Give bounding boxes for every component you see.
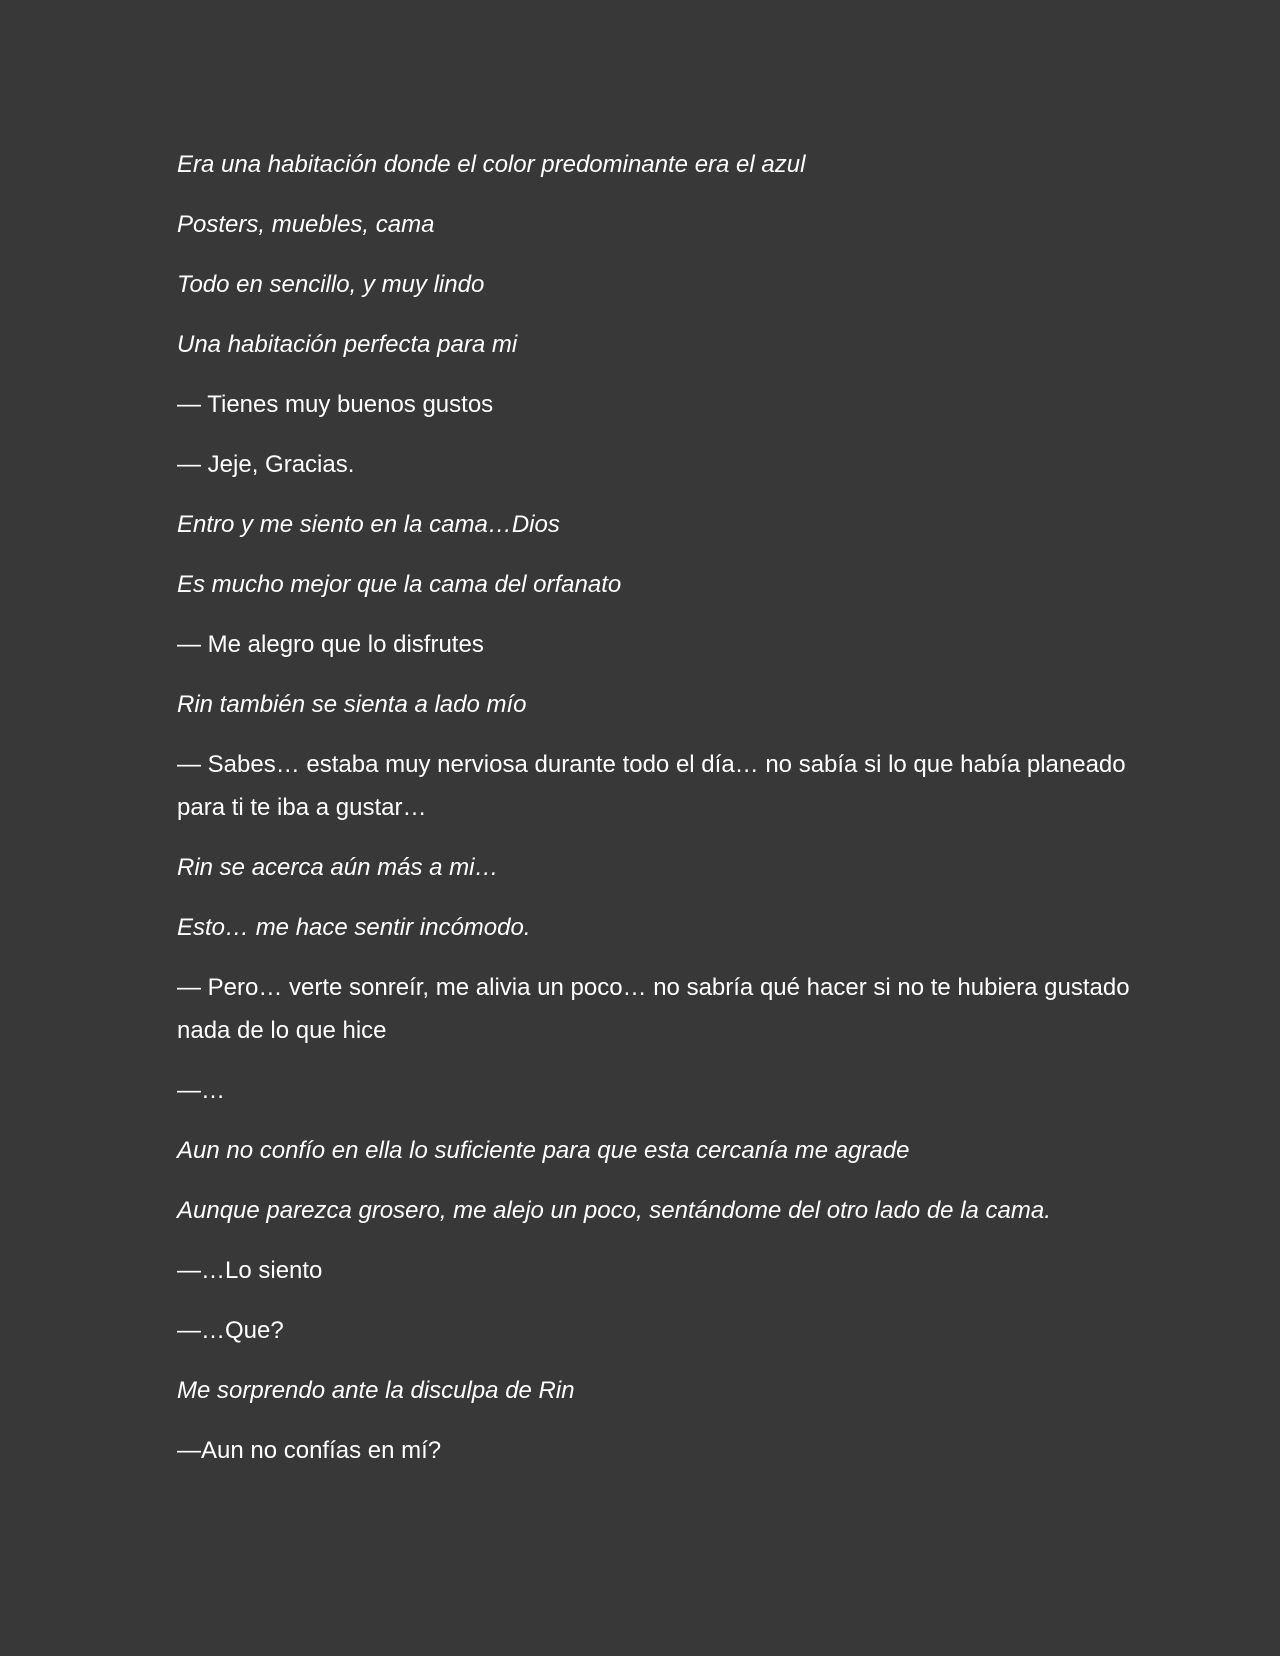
- narration-paragraph: Aunque parezca grosero, me alejo un poco, sentándome del otro lado de la cama.: [177, 1197, 1051, 1224]
- narration-paragraph: Me sorprendo ante la disculpa de Rin: [177, 1377, 575, 1404]
- dialogue-paragraph: — Sabes… estaba muy nerviosa durante todo el día… no sabía si lo que había planeado para ti te iba a gustar…: [177, 751, 1126, 821]
- narration-paragraph: Posters, muebles, cama: [177, 211, 435, 238]
- narration-paragraph: Rin también se sienta a lado mío: [177, 691, 527, 718]
- dialogue-paragraph: —…Que?: [177, 1317, 284, 1344]
- narration-paragraph: Rin se acerca aún más a mi…: [177, 854, 499, 881]
- narration-paragraph: Entro y me siento en la cama…Dios: [177, 511, 560, 538]
- dialogue-paragraph: — Tienes muy buenos gustos: [177, 391, 494, 418]
- narration-paragraph: Todo en sencillo, y muy lindo: [177, 271, 485, 298]
- narration-paragraph: Era una habitación donde el color predominante era el azul: [177, 151, 806, 178]
- narration-paragraph: Es mucho mejor que la cama del orfanato: [177, 571, 622, 598]
- dialogue-paragraph: —…: [177, 1077, 225, 1104]
- dialogue-paragraph: — Jeje, Gracias.: [177, 451, 355, 478]
- narration-paragraph: Esto… me hace sentir incómodo.: [177, 914, 531, 941]
- dialogue-paragraph: —…Lo siento: [177, 1257, 323, 1284]
- narration-paragraph: Una habitación perfecta para mi: [177, 331, 518, 358]
- narration-paragraph: Aun no confío en ella lo suficiente para que esta cercanía me agrade: [177, 1137, 910, 1164]
- dialogue-paragraph: — Pero… verte sonreír, me alivia un poco… no sabría qué hacer si no te hubiera gustado nada de lo que hice: [177, 974, 1130, 1044]
- dialogue-paragraph: — Me alegro que lo disfrutes: [177, 631, 484, 658]
- dialogue-paragraph: —Aun no confías en mí?: [177, 1437, 442, 1464]
